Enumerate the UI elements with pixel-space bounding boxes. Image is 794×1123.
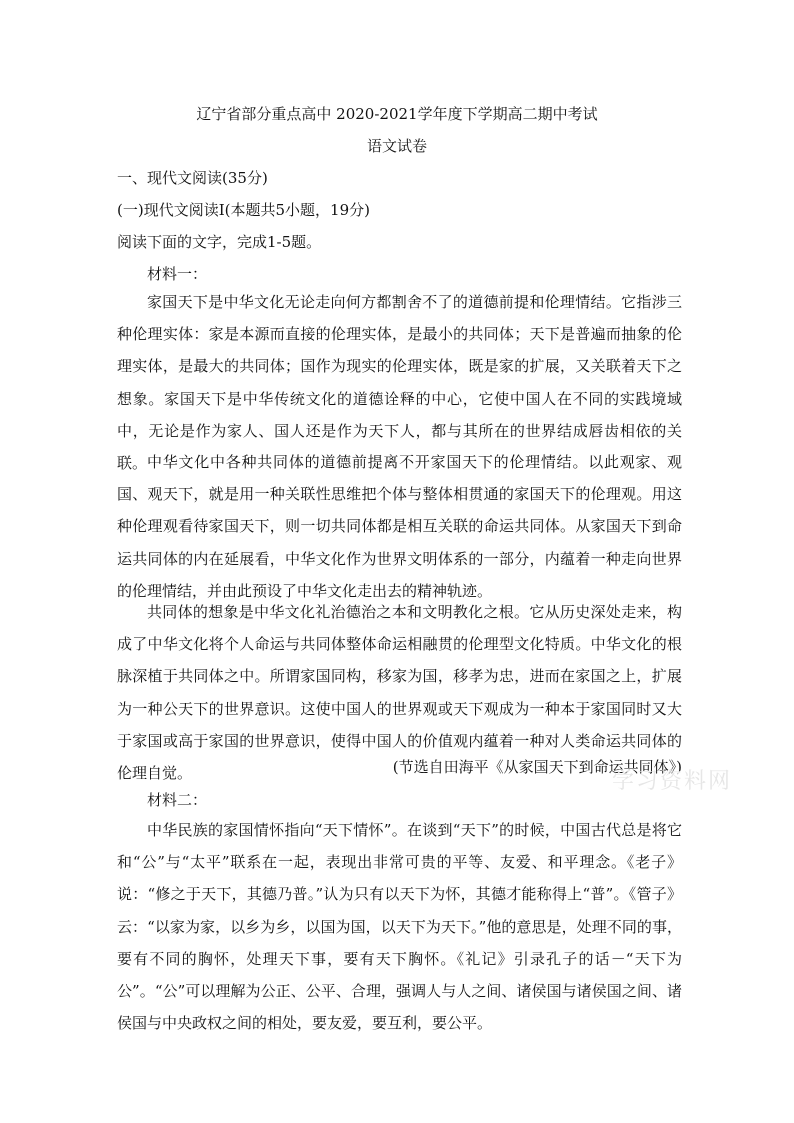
material-one-label: 材料一：: [147, 265, 208, 283]
subsection-heading: (一)现代文阅读I(本题共5小题，19分): [117, 201, 370, 219]
material-one-paragraph: 中华文化中各种共同体的道德前提离不开家国天下的伦理情结。以此观家、观国、观天下，就是用一种关联性思维把个体与整体相贯通的家国天下的伦理观。用这种伦理观看待家国天下，则一切共同体都是相互关联的命运共同体。从家国天下到命运共同体的内在延展看，中华文化作为世界文明体系的一部分，内蕴着一种走向世界的伦理情结，并由此预设了中华文化走出去的精神轨迹。: [117, 453, 682, 600]
reading-instruction: 阅读下面的文字，完成1-5题。: [117, 233, 322, 251]
exam-title: 辽宁省部分重点高中 2020-2021学年度下学期高二期中考试: [196, 105, 598, 123]
section-heading: 一、现代文阅读(35分): [117, 169, 268, 187]
material-two-label: 材料二：: [147, 791, 208, 809]
material-one-paragraph: 家国天下是中华文化无论走向何方都割舍不了的道德前提和伦理情结。它指涉三种伦理实体：家是本源而直接的伦理实体，是最小的共同体；天下是普遍而抽象的伦理实体，是最大的共同体；国作为现实的伦理实体，既是家的扩展，又关联着天下之想象。家国天下是中华传统文化的道德诠释的中心，它使中国人在不同的实践境域中，无论是作为家人、国人还是作为天下人，都与其所在的世界结成唇齿相依的关联。: [117, 293, 682, 473]
material-one-paragraph: 共同体的想象是中华文化礼治德治之本和文明教化之根。它从历史深处走来，构成了中华文化将个人命运与共同体整体命运相融贯的伦理型文化特质。中华文化的根脉深植于共同体之中。所谓家国同构，移家为国，移孝为忠，进而在家国之上，扩展为一种公天下的世界意识。这使中国人的世界观或天下观成为一种本于家国同时又大于家国或高于家国的世界意识，使得中国人的价值观内蕴着一种对人类命运共同体的伦理自觉。: [117, 603, 682, 783]
material-one-source: (节选自田海平《从家国天下到命运共同体》): [392, 758, 682, 776]
watermark: 学习资料网: [612, 769, 733, 794]
material-two-paragraph: 中华民族的家国情怀指向“天下情怀”。在谈到“天下”的时候，中国古代总是将它和“公”与“太平”联系在一起，表现出非常可贵的平等、友爱、和平理念。《老子》说：“修之于天下，其德乃普。”认为只有以天下为怀，其德才能称得上“普”。《管子》云：“以家为家，以乡为乡，以国为国，以天下为天下。”他的意思是，处理不同的事，要有不同的胸怀，处理天下事，要有天下胸怀。《礼记》引录孔子的话－“天下为公”。“公”可以理解为公正、公平、合理，强调人与人之间、诸侯国与诸侯国之间、诸侯国与中央政权之间的相处，要友爱，要互利，要公平。: [117, 821, 682, 1033]
exam-subtitle: 语文试卷: [366, 137, 427, 155]
